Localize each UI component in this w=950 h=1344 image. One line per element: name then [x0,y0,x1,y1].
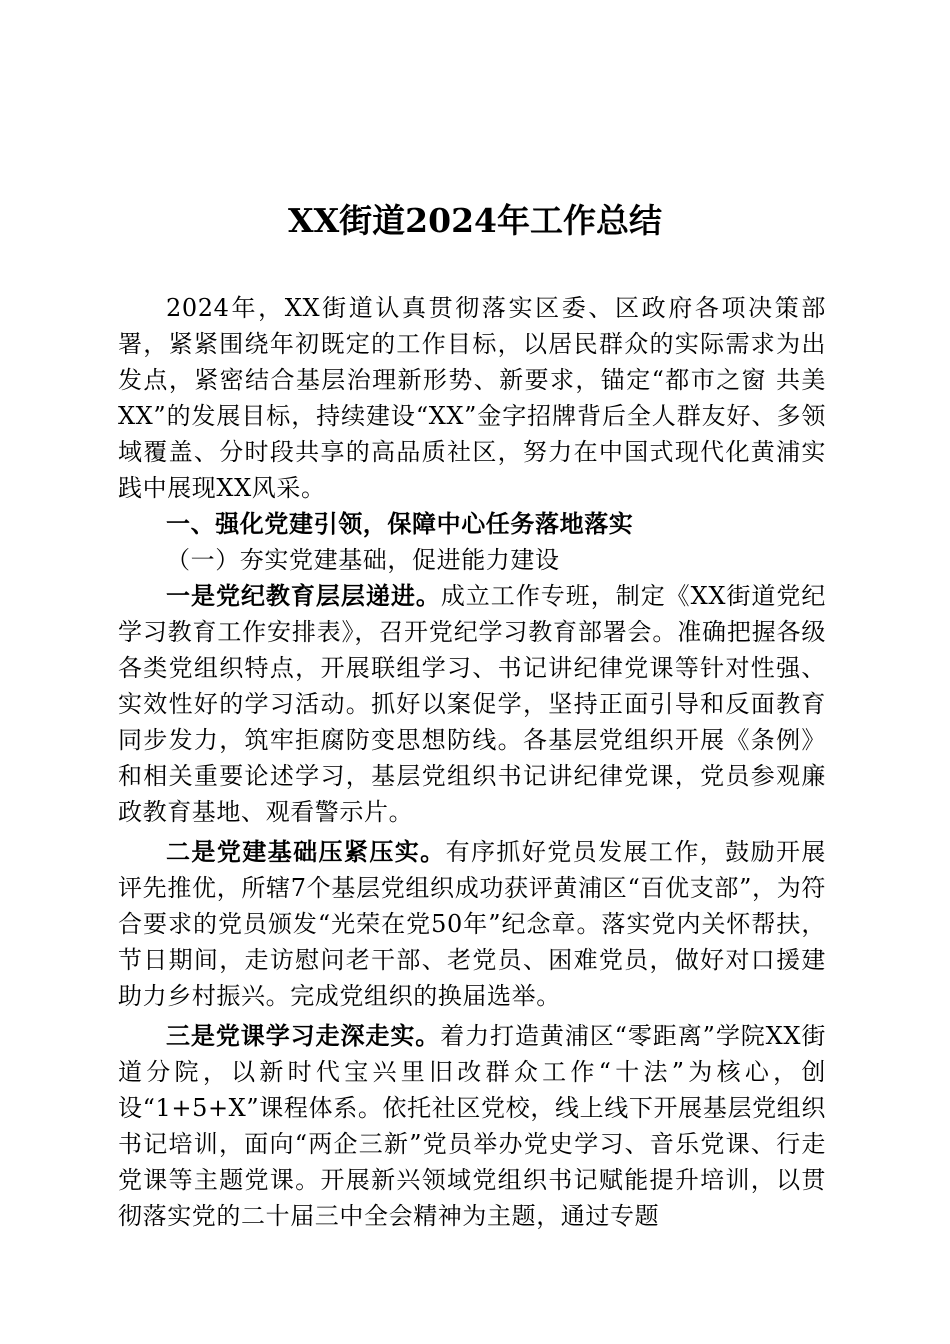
document-title: XX街道2024年工作总结 [287,201,663,240]
document-body [118,290,826,1234]
paragraph-text: 着力打造黄浦区“零距离”学院XX街道分院，以新时代宝兴里旧改群众工作“十法”为核心，创设“1+5+X”课程体系。依托社区党校，线上线下开展基层党组织书记培训，面向“两企三新”党员举办党史学习、音乐党课、行走党课等主题党课。开展新兴领域党组织书记赋能提升培训，以贯彻落实党的二十届三中全会精神为主题，通过专题 [118,1022,826,1230]
body-paragraph [118,834,826,1014]
paragraph-text: 有序抓好党员发展工作，鼓励开展评先推优，所辖7个基层党组织成功获评黄浦区“百优支部”，为符合要求的党员颁发“光荣在党50年”纪念章。落实党内关怀帮扶，节日期间，走访慰问老干部、老党员、困难党员，做好对口援建助力乡村振兴。完成党组织的换届选举。 [118,838,826,1010]
paragraph-lead: 一是党纪教育层层递进。 [166,581,441,610]
body-paragraph [118,1018,826,1234]
paragraph-lead: 三是党课学习走深走实。 [166,1021,441,1050]
intro-paragraph: 2024年，XX街道认真贯彻落实区委、区政府各项决策部署，紧紧围绕年初既定的工作目标，以居民群众的实际需求为出发点，紧密结合基层治理新形势、新要求，锚定“都市之窗 共美XX”的发展目标，持续建设“XX”金字招牌背后全人群友好、多领域覆盖、分时段共享的高品质社区，努力在中国式现代化黄浦实践中展现XX风采。 [118,294,826,502]
body-paragraph [118,578,826,830]
paragraph-lead: 二是党建基础压紧压实。 [166,837,446,866]
paragraph-text: 成立工作专班，制定《XX街道党纪学习教育工作安排表》，召开党纪学习教育部署会。准确把握各级各类党组织特点，开展联组学习、书记讲纪律党课等针对性强、实效性好的学习活动。抓好以案促学，坚持正面引导和反面教育同步发力，筑牢拒腐防变思想防线。各基层党组织开展《条例》和相关重要论述学习，基层党组织书记讲纪律党课，党员参观廉政教育基地、观看警示片。 [118,582,826,826]
subsection-heading: （一）夯实党建基础，促进能力建设 [166,546,560,574]
section-heading: 一、强化党建引领，保障中心任务落地落实 [166,509,634,538]
